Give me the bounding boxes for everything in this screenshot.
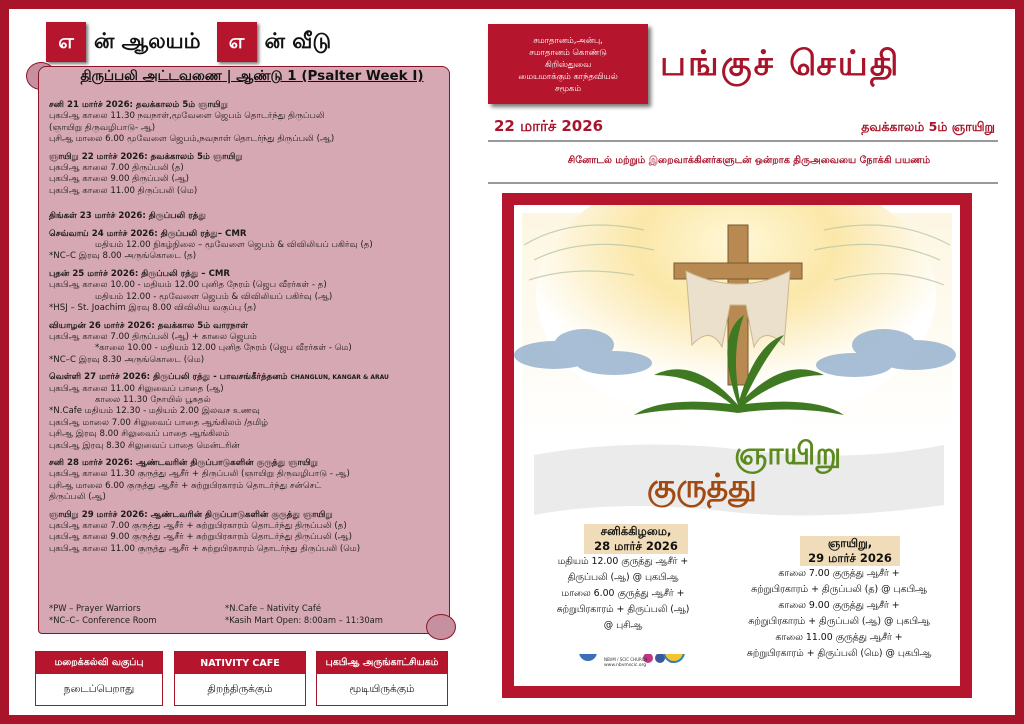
schedule-line: காலை 11.30 நோயில் பூசுதல்	[95, 394, 211, 405]
saturday-heading-day: சனிக்கிழமை,	[584, 524, 688, 539]
schedule-line: புகபிஆ காலை 9.00 குருத்து ஆசீர் + சுற்றுபிரகாரம் தொடர்ந்து திருப்பலி (ஆ)	[49, 532, 352, 543]
schedule-day-heading: ஞாயிறு 29 மார்ச் 2026: ஆண்டவரின் திருப்பாடுகளின் குருத்து ஞாயிறு	[49, 509, 333, 520]
schedule-note: *Kasih Mart Open: 8:00am – 11:30am	[225, 615, 383, 625]
motto-text: சமாதானம்,அன்பு, சமாதானம் கொண்டு கிறிஸ்துவை மையமாக்கும் காந்தவியல் சமூகம்	[518, 35, 618, 93]
schedule-line: புகபிஆ காலை 9.00 திருப்பலி (ஆ)	[49, 174, 190, 185]
schedule-note: *N.Cafe – Nativity Café	[225, 603, 321, 613]
schedule-line: புகபிஆ காலை 7.00 திருப்பலி (ஆ) + காலை ஜெபம்	[49, 331, 257, 342]
sunday-heading-date: 29 மார்ச் 2026	[800, 551, 900, 566]
schedule-line: புகபிஆ மாலை 7.00 சிலுவைப் பாதை ஆங்கிலம் /தமிழ்	[49, 417, 269, 428]
poster-word-palm: குருத்து	[647, 466, 757, 505]
schedule-line: புகபிஆ காலை 10.00 - மதியம் 12.00 புனித நேரம் (ஜெப வீரர்கள் - த)	[49, 280, 327, 291]
mass-line: சுற்றுபிரகாரம் + திருப்பலி (த) @ புகபிஆ	[751, 584, 927, 595]
schedule-block	[49, 100, 444, 146]
catechism-box-value: நடைப்பெறாது	[63, 683, 135, 695]
schedule-line: புகபிஆ காலை 7.00 குருத்து ஆசீர் + சுற்றுபிரகாரம் தொடர்ந்து திருப்பலி (த)	[49, 521, 347, 531]
saturday-mass-lines	[532, 554, 714, 634]
nativity-cafe-box-value: திறந்திருக்கும்	[207, 683, 273, 695]
schedule-block	[49, 229, 444, 263]
schedule-line: திருப்பலி (ஆ)	[49, 492, 106, 503]
schedule-block	[49, 510, 444, 556]
schedule-line: புகபிஆ காலை 11.00 குருத்து ஆசீர் + சுற்றுபிரகாரம் தொடர்ந்து திருப்பலி (மெ)	[49, 543, 361, 554]
schedule-day-heading: ஞாயிறு 22 மார்ச் 2026: தவக்காலம் 5ம் ஞாயிறு	[49, 151, 243, 162]
mass-line: மதியம் 12.00 குருத்து ஆசீர் +	[557, 556, 689, 567]
saturday-heading-date: 28 மார்ச் 2026	[584, 539, 688, 554]
schedule-line: புகபிஆ காலை 11.00 சிலுவைப் பாதை (ஆ)	[49, 383, 224, 394]
schedule-title: திருப்பலி அட்டவணை | ஆண்டு 1 (Psalter Week I)	[80, 68, 424, 84]
schedule-day-heading: வியாழன் 26 மார்ச் 2026: தவக்கால 5ம் வாரநாள்	[49, 320, 249, 331]
newsletter-title: பங்குச் செய்தி	[660, 44, 901, 84]
schedule-line: புகபிஆ காலை 7.00 திருப்பலி (த)	[49, 163, 184, 174]
saturday-mass-card	[532, 524, 714, 654]
mass-line: சுற்றுபிரகாரம் + திருப்பலி (ஆ) @ புகபிஆ	[748, 616, 930, 627]
schedule-line: *N.Cafe மதியம் 12.30 - மதியம் 2.00 இலவச உணவு	[49, 406, 260, 417]
mass-line: சுற்றுபிரகாரம் + திருப்பலி (ஆ)	[556, 604, 690, 615]
schedule-line: *HSJ – St. Joachim இரவு 8.00 விவிலிய வகுப்பு (த)	[49, 303, 257, 314]
e-letter-box-2: எ	[217, 22, 257, 62]
liturgical-sunday: தவக்காலம் 5ம் ஞாயிறு	[861, 119, 995, 134]
schedule-line-text: வெள்ளி 27 மார்ச் 2026: திருப்பலி ரத்து - பாவசங்கீர்த்தனம்	[49, 372, 288, 383]
mass-line: திருப்பலி (ஆ) @ புகபிஆ	[567, 572, 679, 583]
nativity-cafe-box	[174, 651, 306, 706]
museum-box-value: மூடியிருக்கும்	[349, 683, 415, 695]
schedule-line: புசிஆ மாலை 6.00 குருத்து ஆசீர் + சுற்றுபிரகாரம் தொடர்ந்து சன்செட்	[49, 480, 322, 491]
synod-banner: சினோடல் மற்றும் இறைவாக்கினர்களுடன் ஒன்றாக திருஅவையை நோக்கி பயணம்	[567, 155, 931, 166]
schedule-block	[49, 458, 444, 504]
schedule-block	[49, 152, 444, 198]
motto-box	[488, 24, 648, 104]
schedule-line: *NC–C இரவு 8.00 அருங்கொடை (த)	[49, 251, 197, 262]
footer-church-logo-text: NBVM / SCIC CHURCH	[604, 657, 648, 662]
issue-date: 22 மார்ச் 2026	[494, 117, 604, 135]
sunday-mass-lines	[724, 566, 954, 662]
schedule-line: மதியம் 12.00 - மூவேளை ஜெபம் & விவிலியப் பகிர்வு (ஆ)	[95, 291, 333, 302]
schedule-line: (ஞாயிறு திருவழிபாடு- ஆ)	[49, 122, 156, 133]
schedule-note: *PW – Prayer Warriors	[49, 603, 141, 613]
schedule-line: புகபிஆ இரவு 8.30 சிலுவைப் பாதை மென்டரின்	[49, 440, 240, 451]
en-veedu-heading: ன் வீடு	[264, 28, 332, 53]
mass-line: காலை 7.00 குருத்து ஆசீர் +	[778, 568, 900, 579]
schedule-day-heading: சனி 28 மார்ச் 2026: ஆண்டவரின் திருப்பாடுகளின் குருத்து ஞாயிறு	[49, 457, 318, 468]
schedule-note: *NC–C– Conference Room	[49, 615, 157, 625]
schedule-block	[49, 372, 444, 452]
schedule-line: *காலை 10.00 - மதியம் 12.00 புனித நேரம் (ஜெப வீரர்கள் - மெ)	[95, 343, 352, 354]
divider-bottom	[488, 182, 998, 184]
schedule-line: புகபிஆ காலை 11.00 திருப்பலி (மெ)	[49, 185, 198, 196]
museum-box-title: புகபிஆ அருங்காட்சியகம்	[317, 652, 447, 674]
sunday-mass-card	[724, 536, 954, 666]
header-left	[46, 20, 347, 64]
schedule-line: *NC–C இரவு 8.30 அருங்கொடை (மெ)	[49, 354, 205, 365]
friday-side-note: CHANGLUN, KANGAR & ARAU	[290, 374, 389, 382]
schedule-day-heading: புதன் 25 மார்ச் 2026: திருப்பலி ரத்து – CMR	[49, 268, 231, 279]
mass-line: சுற்றுபிரகாரம் + திருப்பலி (மெ) @ புகபிஆ	[746, 648, 932, 659]
footer-url: www.nbvmscic.org	[604, 663, 647, 668]
e-letter-box: எ	[46, 22, 86, 62]
schedule-block	[49, 321, 444, 367]
mass-line: காலை 9.00 குருத்து ஆசீர் +	[778, 600, 900, 611]
schedule-day-heading	[49, 372, 444, 383]
schedule-block	[49, 211, 444, 222]
schedule-block	[49, 269, 444, 315]
schedule-notes	[49, 602, 444, 626]
mass-line: @ புசிஆ	[603, 620, 643, 631]
poster-word-sunday: ஞாயிறு	[734, 436, 842, 472]
schedule-line: புசிஆ இரவு 8.00 சிலுவைப் பாதை ஆங்கிலம்	[49, 429, 230, 440]
mass-line: மாலை 6.00 குருத்து ஆசீர் +	[561, 588, 685, 599]
schedule-line: புகபிஆ காலை 11.30 குருத்து ஆசீர் + திருப்பலி (ஞாயிறு திருவழிபாடு - ஆ)	[49, 469, 350, 480]
schedule-day-heading: திங்கள் 23 மார்ச் 2026: திருப்பலி ரத்து	[49, 211, 206, 222]
divider-top	[488, 140, 998, 142]
nativity-cafe-box-title: NATIVITY CAFE	[175, 652, 305, 674]
sunday-heading-day: ஞாயிறு,	[800, 536, 900, 551]
schedule-list	[49, 100, 444, 561]
schedule-line: புசிஆ மாலை 6.00 மூவேளை ஜெபம்,நவநாள் தொடர்ந்து திருப்பலி (ஆ)	[49, 134, 335, 145]
schedule-line: மதியம் 12.00 நிகழ்நிலை – மூவேளை ஜெபம் & விவிலியப் பகிர்வு (த)	[95, 240, 373, 251]
catechism-box-title: மறைக்கல்வி வகுப்பு	[36, 652, 162, 674]
schedule-day-heading: செவ்வாய் 24 மார்ச் 2026: திருப்பலி ரத்து– CMR	[49, 228, 247, 239]
schedule-day-heading: சனி 21 மார்ச் 2026: தவக்காலம் 5ம் ஞாயிறு	[49, 100, 228, 110]
mass-line: காலை 11.00 குருத்து ஆசீர் +	[775, 632, 903, 643]
museum-box	[316, 651, 448, 706]
schedule-line: புகபிஆ காலை 11.30 நவநாள்,மூவேளை ஜெபம் தொடர்ந்து திருப்பலி	[49, 111, 325, 122]
en-alayam-heading: ன் ஆலயம்	[94, 28, 201, 53]
catechism-box	[35, 651, 163, 706]
